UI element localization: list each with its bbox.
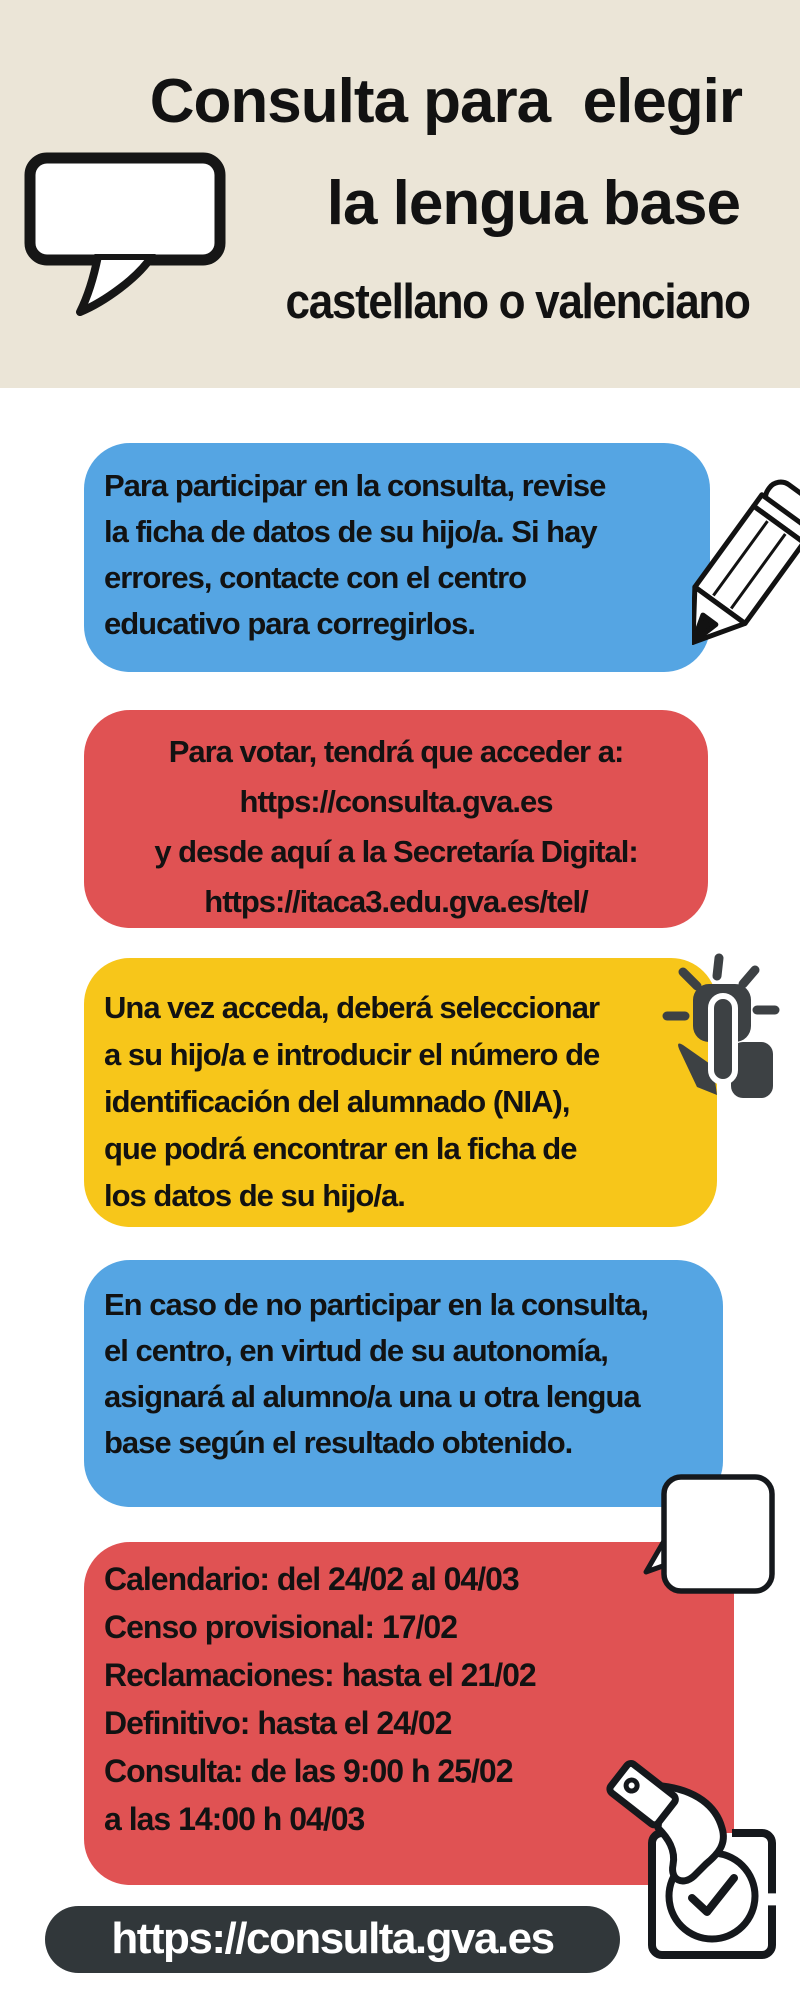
speech-bubble-small-icon — [640, 1472, 780, 1600]
text-line: a su hijo/a e introducir el número de — [104, 1037, 600, 1072]
text-line: En caso de no participar en la consulta, — [104, 1287, 648, 1322]
subtitle: castellano o valenciano — [285, 275, 750, 329]
info-box-participation — [84, 443, 710, 672]
footer-url-button[interactable] — [45, 1906, 620, 1973]
info-box-nia — [84, 958, 717, 1227]
text-line: identificación del alumnado (NIA), — [104, 1084, 570, 1119]
itaca-url-text[interactable]: https://itaca3.edu.gva.es/tel/ — [204, 884, 588, 919]
text-line: los datos de su hijo/a. — [104, 1178, 405, 1213]
text-line: errores, contacte con el centro — [104, 560, 527, 595]
text-line: asignará al alumno/a una u otra lengua — [104, 1379, 640, 1414]
text-line: Para votar, tendrá que acceder a: — [168, 734, 624, 769]
text-line: Consulta: de las 9:00 h 25/02 — [104, 1753, 513, 1789]
text-line: el centro, en virtud de su autonomía, — [104, 1333, 608, 1368]
speech-bubble-icon — [22, 150, 227, 320]
pencil-icon — [692, 468, 800, 668]
info-box-voting — [84, 710, 708, 928]
info-box-non-participation — [84, 1260, 723, 1507]
title-line-2: la lengua base — [326, 169, 740, 238]
text-line: y desde aquí a la Secretaría Digital: — [154, 834, 638, 869]
text-line: Para participar en la consulta, revise — [104, 468, 606, 503]
text-line: a las 14:00 h 04/03 — [104, 1801, 365, 1837]
consulta-url-text[interactable]: https://consulta.gva.es — [239, 784, 553, 819]
text-line: Censo provisional: 17/02 — [104, 1609, 458, 1645]
text-line: Definitivo: hasta el 24/02 — [104, 1705, 452, 1741]
title-line-1: Consulta para elegir — [149, 67, 742, 136]
tap-finger-icon — [655, 948, 780, 1108]
text-line: base según el resultado obtenido. — [104, 1425, 573, 1460]
text-line: Reclamaciones: hasta el 21/02 — [104, 1657, 536, 1693]
text-line: que podrá encontrar en la ficha de — [104, 1131, 577, 1166]
footer-url-text[interactable]: https://consulta.gva.es — [111, 1914, 554, 1963]
text-line: educativo para corregirlos. — [104, 606, 475, 641]
ballot-hand-icon — [600, 1738, 785, 1968]
text-line: Una vez acceda, deberá seleccionar — [104, 990, 600, 1025]
text-line: la ficha de datos de su hijo/a. Si hay — [104, 514, 597, 549]
text-line: Calendario: del 24/02 al 04/03 — [104, 1561, 519, 1597]
